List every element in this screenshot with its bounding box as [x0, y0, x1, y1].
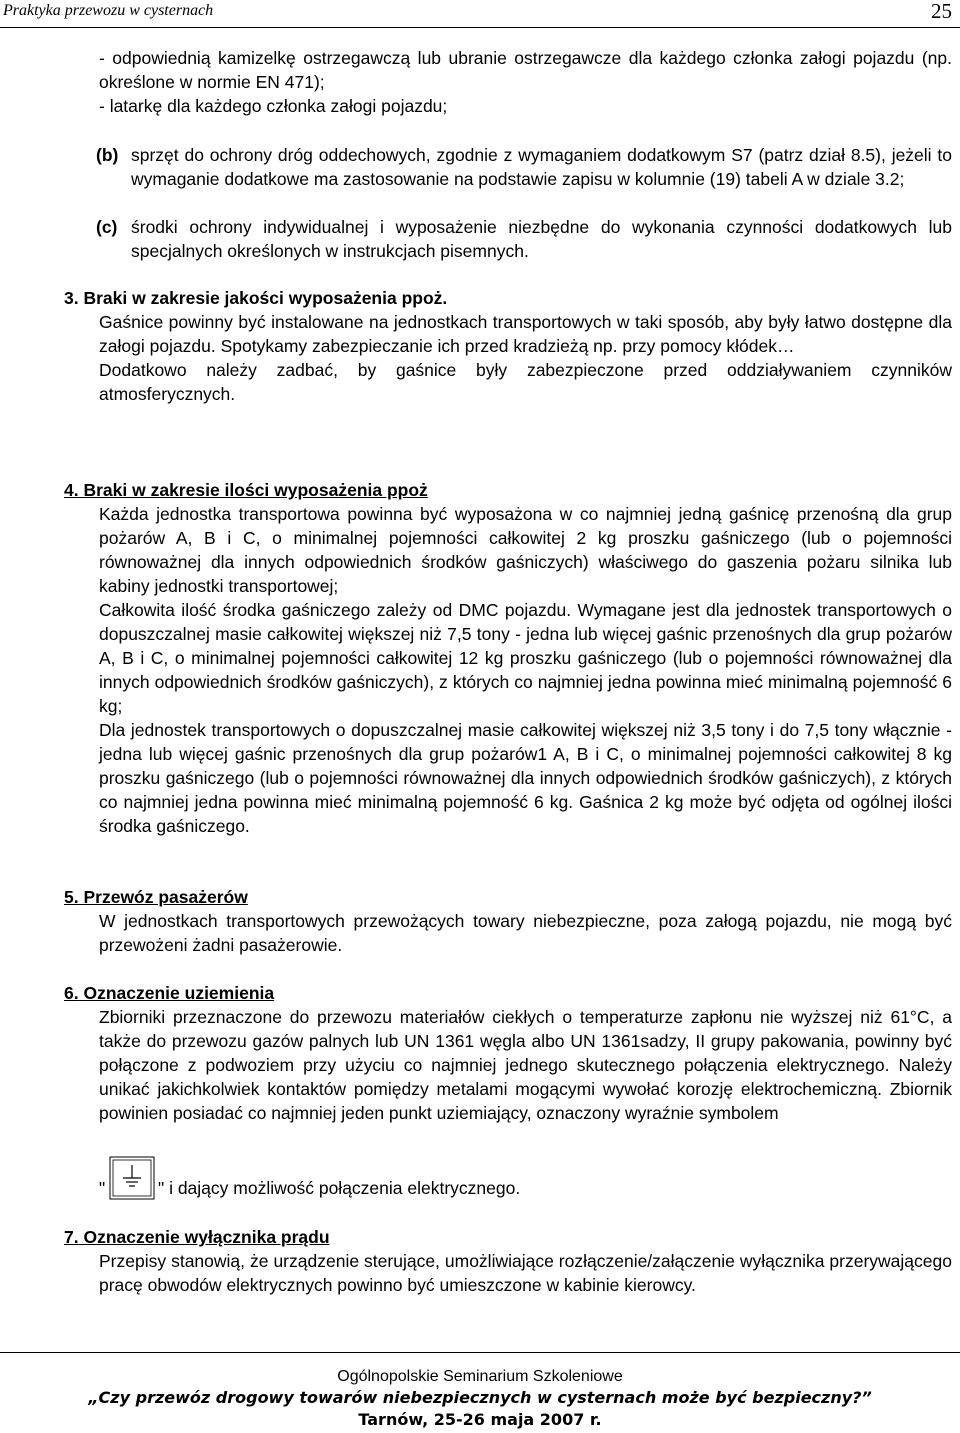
section-5-number: 5.: [64, 887, 79, 907]
section-4-body: [99, 502, 952, 838]
section-6-title: Oznaczenie uziemienia: [83, 983, 275, 1003]
section-7-number: 7.: [64, 1227, 79, 1247]
section-4-paragraph-3: Dla jednostek transportowych o dopuszczalnej masie całkowitej większej niż 3,5 tony i do 7,5 tony włącznie - jedna lub więcej gaśnic przenośnych dla grup pożarów1 A, B i C, o minimalnej pojemności całkowitej 8 kg proszku gaśniczego (lub o pojemności równoważnej dla innych odpowiednich środków gaśniczych), z których co najmniej jedna powinna mieć minimalną pojemność 6 kg. Gaśnica 2 kg może być odjęta od ogólnej ilości środka gaśniczego.: [99, 720, 952, 836]
section-3-paragraph-1: Gaśnice powinny być instalowane na jednostkach transportowych w taki sposób, aby były łatwo dostępne dla załogi pojazdu. Spotykamy zabezpieczanie ich przed kradzieżą np. przy pomocy kłódek…: [99, 312, 952, 356]
item-c: [96, 215, 952, 263]
item-c-text: środki ochrony indywidualnej i wyposażenie niezbędne do wykonania czynności dodatkowych lub specjalnych określonych w instrukcjach pisemnych.: [131, 217, 952, 261]
section-3-paragraph-2: Dodatkowo należy zadbać, by gaśnice były zabezpieczone przed oddziaływaniem czynników atmosferycznych.: [99, 360, 952, 404]
section-6-paragraph-1: Zbiorniki przeznaczone do przewozu materiałów ciekłych o temperaturze zapłonu nie wyższej niż 61°C, a także do przewozu gazów palnych lub UN 1361 węgla albo UN 1361sadzy, II grupy pakowania, powinny być połączone z podwoziem przy użyciu co najmniej jednego skutecznego połączenia elektrycznego. Należy unikać jakichkolwiek kontaktów pomiędzy metalami mogącymi wywołać korozję elektrochemiczną. Zbiornik powinien posiadać co najmniej jeden punkt uziemiający, oznaczony wyraźnie symbolem: [99, 1007, 952, 1123]
section-7-title: Oznaczenie wyłącznika prądu: [83, 1227, 330, 1247]
item-c-label: (c): [96, 217, 118, 237]
running-title: Praktyka przewozu w cysternach: [3, 2, 214, 19]
section-3-heading: [64, 286, 447, 310]
section-6-number: 6.: [64, 983, 79, 1003]
section-7-heading: [64, 1225, 330, 1249]
item-b-label: (b): [96, 145, 119, 165]
section-7-paragraph-1: Przepisy stanowią, że urządzenie sterujące, umożliwiające rozłączenie/załączenie wyłącznika przerywającego pracę obwodów elektrycznych powinno być umieszczone w kabinie kierowcy.: [99, 1251, 952, 1295]
section-6-body: [99, 1005, 952, 1125]
page-number: 25: [931, 0, 952, 23]
section-4-heading: [64, 478, 428, 502]
header-rule: [0, 27, 960, 28]
section-4-number: 4.: [64, 480, 79, 500]
page-header: [0, 0, 960, 30]
section-7-body: [99, 1249, 952, 1297]
footer-line-1: Ogólnopolskie Seminarium Szkoleniowe: [337, 1368, 623, 1385]
section-3-body: [99, 310, 952, 406]
intro-dash-2: - latarkę dla każdego członka załogi pojazdu;: [99, 96, 448, 116]
ground-quote-close: " i dający możliwość połączenia elektrycznego.: [158, 1178, 521, 1198]
section-5-body: [99, 909, 952, 957]
section-5-paragraph-1: W jednostkach transportowych przewożących towary niebezpieczne, poza załogą pojazdu, nie mogą być przewożeni żadni pasażerowie.: [99, 911, 952, 955]
intro-list: [99, 46, 952, 118]
footer-rule: [0, 1352, 960, 1353]
section-4-title: Braki w zakresie ilości wyposażenia ppoż: [83, 480, 428, 500]
footer-line-2: „Czy przewóz drogowy towarów niebezpiecznych w cysternach może być bezpieczny?”: [88, 1388, 872, 1407]
intro-dash-1: - odpowiednią kamizelkę ostrzegawczą lub ubranie ostrzegawcze dla każdego członka załogi pojazdu (np. określone w normie EN 471);: [99, 48, 952, 92]
section-3-title: Braki w zakresie jakości wyposażenia ppoż.: [83, 288, 448, 308]
section-4-paragraph-1: Każda jednostka transportowa powinna być wyposażona w co najmniej jedną gaśnicę przenośną dla grup pożarów A, B i C, o minimalnej pojemności całkowitej 2 kg proszku gaśniczego (lub o pojemności równoważnej dla innych odpowiednich środków gaśniczych) właściwego do gaszenia pożaru silnika lub kabiny jednostki transportowej;: [99, 504, 952, 596]
footer-line-3: Tarnów, 25-26 maja 2007 r.: [358, 1410, 602, 1429]
ground-quote-open: ": [99, 1178, 106, 1198]
section-5-title: Przewóz pasażerów: [83, 887, 248, 907]
ground-symbol-line: [99, 1156, 952, 1202]
ground-symbol-icon: [109, 1156, 155, 1200]
section-5-heading: [64, 885, 248, 909]
section-4-paragraph-2: Całkowita ilość środka gaśniczego zależy od DMC pojazdu. Wymagane jest dla jednostek transportowych o dopuszczalnej masie całkowitej większej niż 7,5 tony - jedna lub więcej gaśnic przenośnych dla grup pożarów A, B i C, o minimalnej pojemności całkowitej 12 kg proszku gaśniczego (lub o pojemności równoważnej dla innych odpowiednich środków gaśniczych), z których co najmniej jedna powinna mieć minimalną pojemność 6 kg;: [99, 600, 952, 716]
section-6-heading: [64, 981, 274, 1005]
item-b: [96, 143, 952, 191]
item-b-text: sprzęt do ochrony dróg oddechowych, zgodnie z wymaganiem dodatkowym S7 (patrz dział 8.5), jeżeli to wymaganie dodatkowe ma zastosowanie na podstawie zapisu w kolumnie (19) tabeli A w dziale 3.2;: [131, 145, 952, 189]
section-3-number: 3.: [64, 288, 79, 308]
